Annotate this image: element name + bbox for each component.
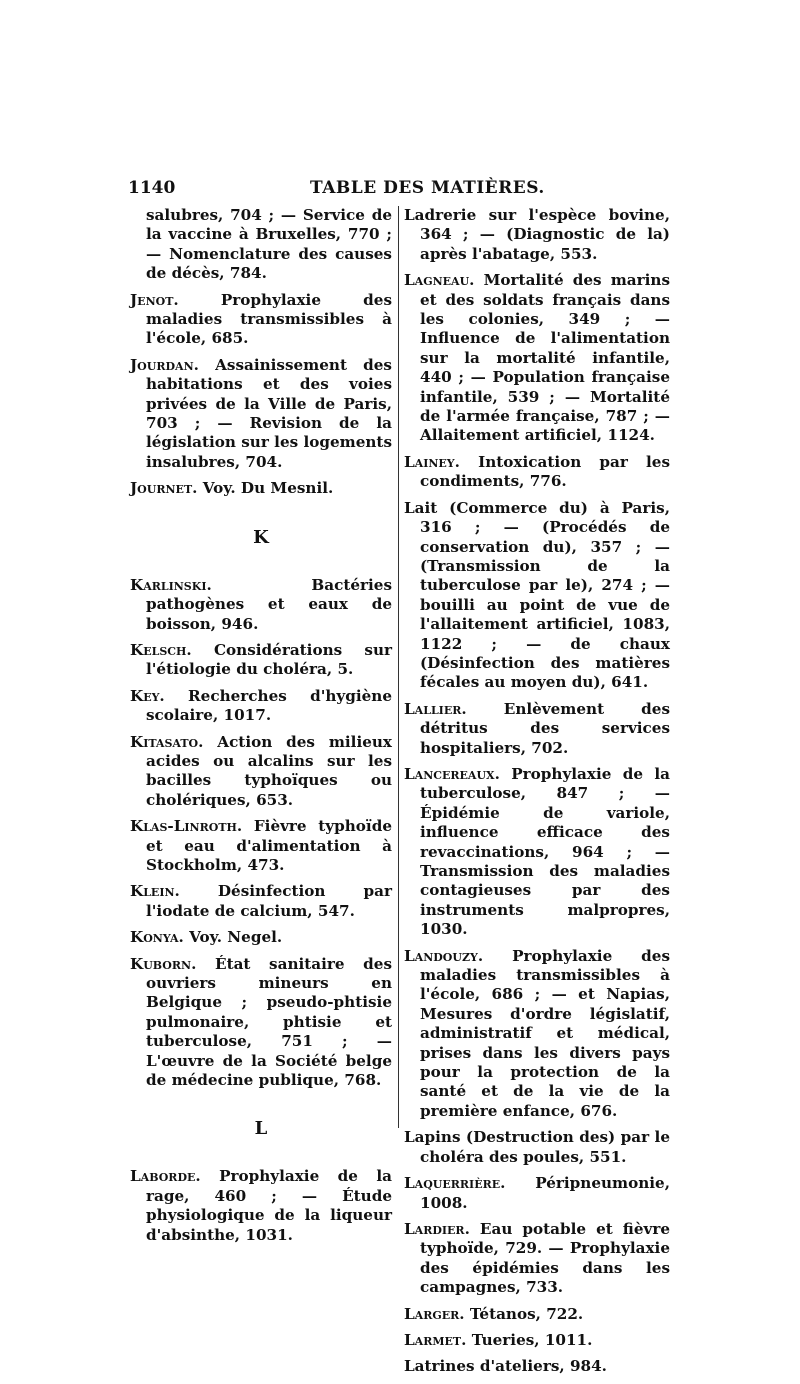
entry-name: Landouzy. xyxy=(404,946,484,965)
entry-name: Lagneau. xyxy=(404,271,475,290)
index-entry xyxy=(404,1331,670,1350)
entry-name: Laquerrière. xyxy=(404,1174,506,1193)
entry-name: Laborde. xyxy=(130,1167,201,1186)
page-header xyxy=(128,178,668,202)
entry-text: Péripneumonie, 1008. xyxy=(420,1174,670,1212)
index-entry xyxy=(130,733,392,811)
index-entry xyxy=(130,356,392,472)
index-entry xyxy=(404,700,670,758)
entry-text: Voy. Negel. xyxy=(189,928,283,947)
entry-text: Tueries, 1011. xyxy=(471,1330,593,1349)
column-divider xyxy=(398,206,399,1128)
running-head: TABLE DES MATIÈRES. xyxy=(310,178,545,198)
index-entry xyxy=(130,928,392,947)
index-entry xyxy=(404,499,670,693)
index-entry xyxy=(130,576,392,634)
index-entry xyxy=(404,271,670,446)
entry-text: Eau potable et fièvre typhoïde, 729. — Prophylaxie des épidémies dans les campagnes, 733. xyxy=(420,1219,670,1297)
entry-text: Lapins (Destruction des) par le choléra des poules, 551. xyxy=(404,1128,670,1166)
index-entry xyxy=(404,1357,670,1376)
entry-text: Voy. Du Mesnil. xyxy=(202,479,334,498)
entry-name: Journet. xyxy=(130,479,198,498)
entry-name: Kitasato. xyxy=(130,732,204,751)
entry-text: Mortalité des marins et des soldats français dans les colonies, 349 ; — Influence de l'alimentation sur la mortalité infantile, 440 ; — Population française infantile, 539 ; — Mortalité de l'armée française, 787 ; — Allaitement artificiel, 1124. xyxy=(420,271,670,445)
entry-name: Konya. xyxy=(130,928,184,947)
section-letter-k: K xyxy=(253,526,269,548)
entry-text: Recherches d'hygiène scolaire, 1017. xyxy=(146,686,392,725)
index-entry xyxy=(404,1174,670,1213)
entry-text: Prophylaxie des maladies transmissibles à l'école, 686 ; — et Napias, Mesures d'ordre législatif, administratif et médical, prises dans les divers pays pour la protection de la santé et de la vie de la première enfance, 676. xyxy=(420,946,670,1120)
continued-entry: salubres, 704 ; — Service de la vaccine à Bruxelles, 770 ; — Nomenclature des causes de décès, 784. xyxy=(146,206,392,283)
index-entry xyxy=(130,955,392,1091)
index-entry xyxy=(130,641,392,680)
entry-text: Prophylaxie de la rage, 460 ; — Étude physiologique de la liqueur d'absinthe, 1031. xyxy=(146,1167,392,1244)
index-entry xyxy=(404,947,670,1122)
entry-text: Action des milieux acides ou alcalins sur les bacilles typhoïques ou cholériques, 653. xyxy=(146,732,392,809)
index-entry xyxy=(404,453,670,492)
index-entry xyxy=(130,479,392,498)
entry-text: État sanitaire des ouvriers mineurs en Belgique ; pseudo-phtisie pulmonaire, phtisie et tuberculose, 751 ; — L'œuvre de la Société belge de médecine publique, 768. xyxy=(146,954,392,1090)
index-entry xyxy=(130,882,392,921)
entry-text: Lait (Commerce du) à Paris, 316 ; — (Procédés de conservation du), 357 ; — (Transmission de la tuberculose par le), 274 ; — bouilli au point de vue de l'allaitement artificiel, 1083, 1122 ; — de chaux (Désinfection des matières fécales au moyen du), 641. xyxy=(404,498,670,692)
entry-text: Tétanos, 722. xyxy=(469,1304,584,1323)
entry-name: Larmet. xyxy=(404,1330,467,1349)
entry-text: Latrines d'ateliers, 984. xyxy=(404,1357,607,1376)
entry-name: Jourdan. xyxy=(130,355,199,374)
entry-name: Jenot. xyxy=(130,290,179,309)
index-entry xyxy=(130,687,392,726)
entry-name: Lainey. xyxy=(404,452,460,471)
entry-name: Lardier. xyxy=(404,1219,470,1238)
page-number: 1140 xyxy=(128,178,176,198)
entry-text: Prophylaxie des maladies transmissibles à l'école, 685. xyxy=(146,290,392,348)
entry-text: Considérations sur l'étiologie du choléra, 5. xyxy=(146,640,392,679)
entry-text: Prophylaxie de la tuberculose, 847 ; — Épidémie de variole, influence efficace des revaccinations, 964 ; — Transmission des maladies contagieuses par des instruments malpropres, 1030. xyxy=(420,764,670,939)
entry-text: Intoxication par les condiments, 776. xyxy=(420,452,670,491)
entry-text: Fièvre typhoïde et eau d'alimentation à Stockholm, 473. xyxy=(146,817,392,874)
index-entry xyxy=(404,206,670,264)
index-entry xyxy=(130,291,392,349)
entry-text: Bactéries pathogènes et eaux de boisson, 946. xyxy=(146,575,392,633)
index-entry xyxy=(404,1128,670,1167)
entry-name: Larger. xyxy=(404,1304,465,1323)
index-entry xyxy=(130,817,392,875)
entry-text: Assainissement des habitations et des voies privées de la Ville de Paris, 703 ; — Revision de la législation sur les logements insalubres, 704. xyxy=(146,355,392,471)
entry-name: Kelsch. xyxy=(130,640,192,659)
entry-name: Key. xyxy=(130,686,165,705)
entry-text: Désinfection par l'iodate de calcium, 547. xyxy=(146,882,392,920)
entry-name: Karlinski. xyxy=(130,575,212,594)
entry-text: Enlèvement des détritus des services hospitaliers, 702. xyxy=(420,699,670,757)
entry-name: Klas-Linroth. xyxy=(130,817,243,836)
index-entry xyxy=(404,1305,670,1324)
index-entry xyxy=(404,1220,670,1298)
entry-name: Lallier. xyxy=(404,699,467,718)
index-entry xyxy=(130,1167,392,1245)
entry-text: Ladrerie sur l'espèce bovine, 364 ; — (Diagnostic de la) après l'abatage, 553. xyxy=(404,206,670,263)
entry-name: Kuborn. xyxy=(130,954,197,973)
left-column xyxy=(130,206,392,1252)
entry-name: Lancereaux. xyxy=(404,764,500,783)
entry-name: Klein. xyxy=(130,882,180,901)
section-letter-l: L xyxy=(254,1118,268,1140)
index-entry xyxy=(404,765,670,940)
right-column xyxy=(404,206,670,1384)
